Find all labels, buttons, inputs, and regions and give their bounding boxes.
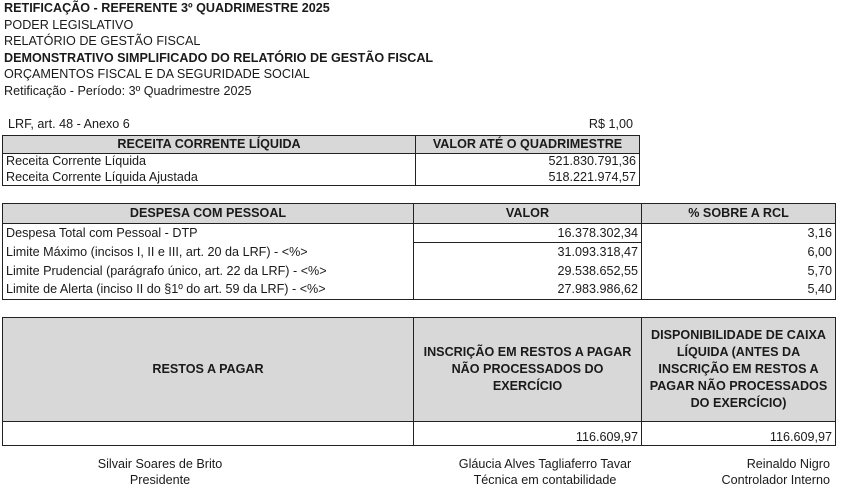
restos-inscricao-value: 116.609,97: [414, 422, 642, 446]
header-relatorio: RELATÓRIO DE GESTÃO FISCAL: [4, 34, 201, 49]
table-row: [3, 170, 640, 186]
pessoal-table: [2, 203, 836, 300]
restos-table: [2, 317, 836, 446]
signature-role: Controlador Interno: [721, 473, 830, 487]
pessoal-header-value: VALOR: [414, 204, 642, 224]
pessoal-label: Limite Máximo (incisos I, II e III, art. 20 da LRF) - <%>: [3, 243, 414, 262]
restos-header-label: RESTOS A PAGAR: [3, 318, 414, 422]
pessoal-label: Limite de Alerta (inciso II do §1º do art. 59 da LRF) - <%>: [3, 281, 414, 300]
pessoal-pct: 5,70: [642, 262, 836, 281]
restos-header-disponibilidade: DISPONIBILIDADE DE CAIXA LÍQUIDA (ANTES DA INSCRIÇÃO EM RESTOS A PAGAR NÃO PROCESSADOS DO EXERCÍCIO): [642, 318, 836, 422]
restos-disponibilidade-value: 116.609,97: [642, 422, 836, 446]
header-periodo: Retificação - Período: 3º Quadrimestre 2025: [4, 83, 252, 98]
table-row: [3, 422, 836, 446]
pessoal-value: 29.538.652,55: [414, 262, 642, 281]
pessoal-pct: 5,40: [642, 281, 836, 300]
header-poder: PODER LEGISLATIVO: [4, 17, 134, 32]
signature-name: Gláucia Alves Tagliaferro Tavar: [458, 457, 632, 471]
pessoal-label: Despesa Total com Pessoal - DTP: [3, 224, 414, 243]
pessoal-pct: 3,16: [642, 224, 836, 243]
table-row: [3, 154, 640, 170]
rcl-label: Receita Corrente Líquida Ajustada: [3, 170, 416, 186]
rcl-table: [2, 135, 640, 186]
signature-name: Silvair Soares de Brito: [97, 457, 223, 471]
pessoal-value: 16.378.302,34: [414, 224, 642, 243]
rcl-value: 521.830.791,36: [416, 154, 640, 170]
rcl-header-label: RECEITA CORRENTE LÍQUIDA: [3, 136, 416, 154]
signature-tecnica: [430, 456, 660, 488]
signature-presidente: [60, 456, 260, 488]
table-row: [3, 243, 836, 262]
pessoal-header-label: DESPESA COM PESSOAL: [3, 204, 414, 224]
header-orcamentos: ORÇAMENTOS FISCAL E DA SEGURIDADE SOCIAL: [4, 67, 310, 82]
pessoal-value: 31.093.318,47: [414, 243, 642, 262]
currency-unit: R$ 1,00: [588, 117, 633, 131]
signature-role: Presidente: [129, 473, 191, 487]
rcl-header-value: VALOR ATÉ O QUADRIMESTRE: [416, 136, 640, 154]
table-row: [3, 281, 836, 300]
restos-label: [3, 422, 414, 446]
table-row: [3, 224, 836, 243]
pessoal-header-pct: % SOBRE A RCL: [642, 204, 836, 224]
pessoal-label: Limite Prudencial (parágrafo único, art. 22 da LRF) - <%>: [3, 262, 414, 281]
table-row: [3, 262, 836, 281]
signature-name: Reinaldo Nigro: [746, 457, 830, 471]
header-retificacao: RETIFICAÇÃO - REFERENTE 3º QUADRIMESTRE 2025: [4, 1, 330, 15]
signature-controlador: [700, 456, 830, 488]
restos-header-inscricao: INSCRIÇÃO EM RESTOS A PAGAR NÃO PROCESSADOS DO EXERCÍCIO: [414, 318, 642, 422]
signature-role: Técnica em contabilidade: [473, 473, 617, 487]
rcl-value: 518.221.974,57: [416, 170, 640, 186]
pessoal-pct: 6,00: [642, 243, 836, 262]
law-reference: LRF, art. 48 - Anexo 6: [8, 117, 130, 131]
rcl-label: Receita Corrente Líquida: [3, 154, 416, 170]
header-demonstrativo: DEMONSTRATIVO SIMPLIFICADO DO RELATÓRIO DE GESTÃO FISCAL: [4, 50, 434, 65]
pessoal-value: 27.983.986,62: [414, 281, 642, 300]
report-header: [4, 0, 433, 100]
